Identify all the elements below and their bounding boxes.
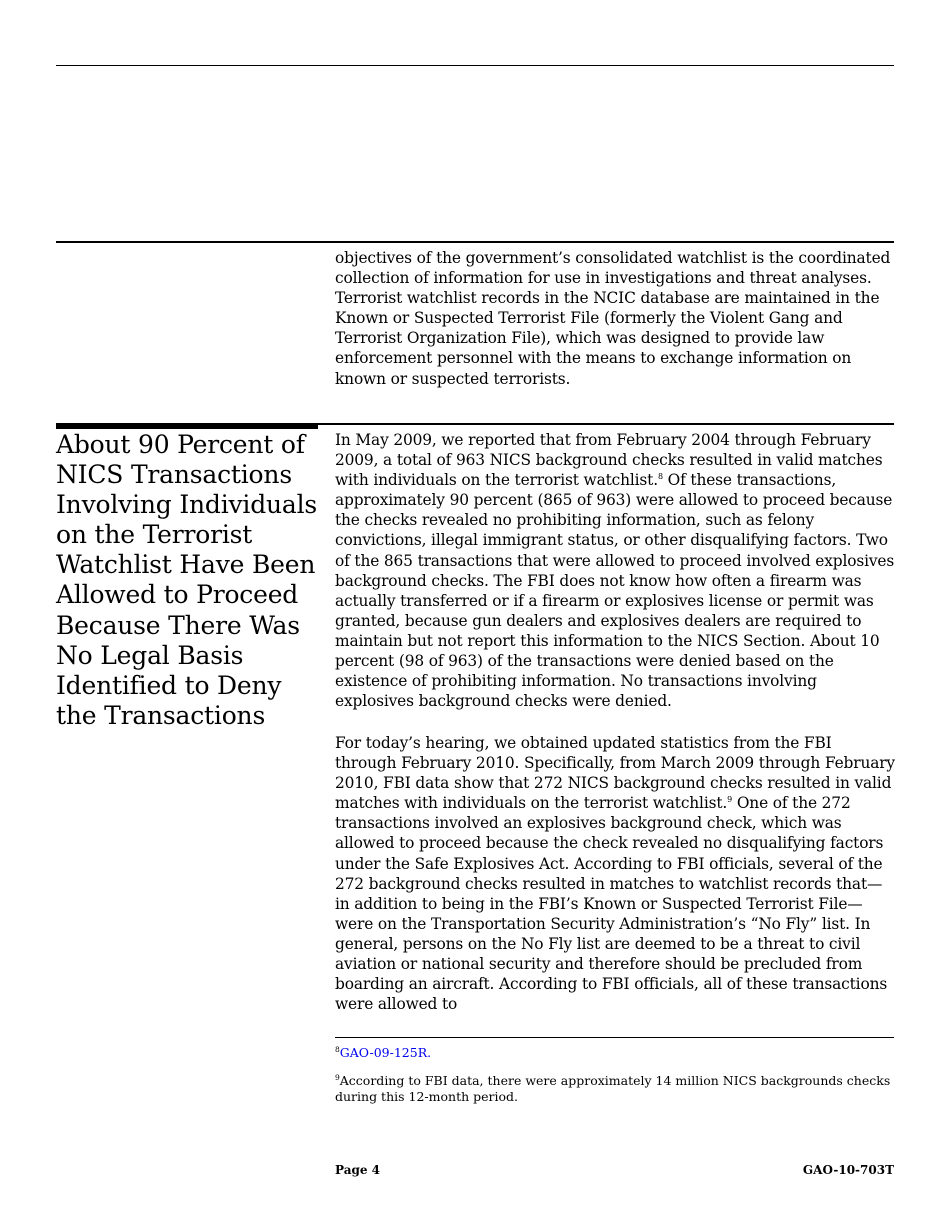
footnote-separator (335, 1037, 894, 1038)
paragraph-text: One of the 272 transactions involved an explosives background check, which was allowed to proceed because the check revealed no disqualifying factors under the Safe Explosives Act. According to FBI officials, several of the 272 background checks resulted in matches to watchlist records that—in addition to being in the FBI’s Known or Suspected Terrorist File—were on the Transportation Security Administration’s “No Fly” list. In general, persons on the No Fly list are deemed to be a threat to civil aviation or national security and therefore should be precluded from boarding an aircraft. According to FBI officials, all of these transactions were allowed to (335, 794, 888, 1014)
footnote-ref-9[interactable]: 9 (727, 795, 733, 805)
footnote-ref-8[interactable]: 8 (657, 472, 663, 482)
body-paragraph-1 (335, 430, 895, 711)
footnote-9 (335, 1073, 895, 1105)
section-heading-bar (56, 423, 318, 429)
header-rule (56, 65, 894, 66)
continuation-paragraph: objectives of the government’s consolidated watchlist is the coordinated collection of information for use in investigations and threat analyses. Terrorist watchlist records in the NCIC database are maintained in the Known or Suspected Terrorist File (formerly the Violent Gang and Terrorist Organization File), which was designed to provide law enforcement personnel with the means to exchange information on known or suspected terrorists. (335, 249, 891, 388)
footnote-text: According to FBI data, there were approximately 14 million NICS backgrounds checks during this 12-month period. (335, 1073, 891, 1104)
footnote-8 (335, 1045, 895, 1061)
document-id: GAO-10-703T (802, 1163, 894, 1177)
footnote-text: . (427, 1045, 432, 1060)
page-number: Page 4 (335, 1163, 381, 1177)
paragraph-text: In May 2009, we reported that from February 2004 through February 2009, a total of 963 NICS background checks resulted in valid matches with individuals on the terrorist watchlist. (335, 431, 883, 490)
section-heading: About 90 Percent of NICS Transactions Involving Individuals on the Terrorist Watchlist Have Been Allowed to Proceed Because There Was No Legal Basis Identified to Deny the Transactions (56, 430, 318, 730)
footnote-number: 9 (335, 1073, 340, 1082)
body-paragraph-2 (335, 733, 895, 1014)
continuation-rule (56, 241, 894, 243)
paragraph-text: Of these transactions, approximately 90 percent (865 of 963) were allowed to proceed because the checks revealed no prohibiting information, such as felony convictions, illegal immigrant status, or other disqualifying factors. Two of the 865 transactions that were allowed to proceed involved explosives background checks. The FBI does not know how often a firearm was actually transferred or if a firearm or explosives license or permit was granted, because gun dealers and explosives dealers are required to maintain but not report this information to the NICS Section. About 10 percent (98 of 963) of the transactions were denied based on the existence of prohibiting information. No transactions involving explosives background checks were denied. (335, 471, 895, 711)
footnote-number: 8 (335, 1045, 340, 1054)
paragraph-text: For today’s hearing, we obtained updated statistics from the FBI through February 2010. Specifically, from March 2009 through February 2010, FBI data show that 272 NICS background checks resulted in valid matches with individuals on the terrorist watchlist. (335, 734, 895, 813)
section-rule (318, 423, 894, 425)
footnote-link[interactable]: GAO-09-125R (339, 1045, 428, 1060)
